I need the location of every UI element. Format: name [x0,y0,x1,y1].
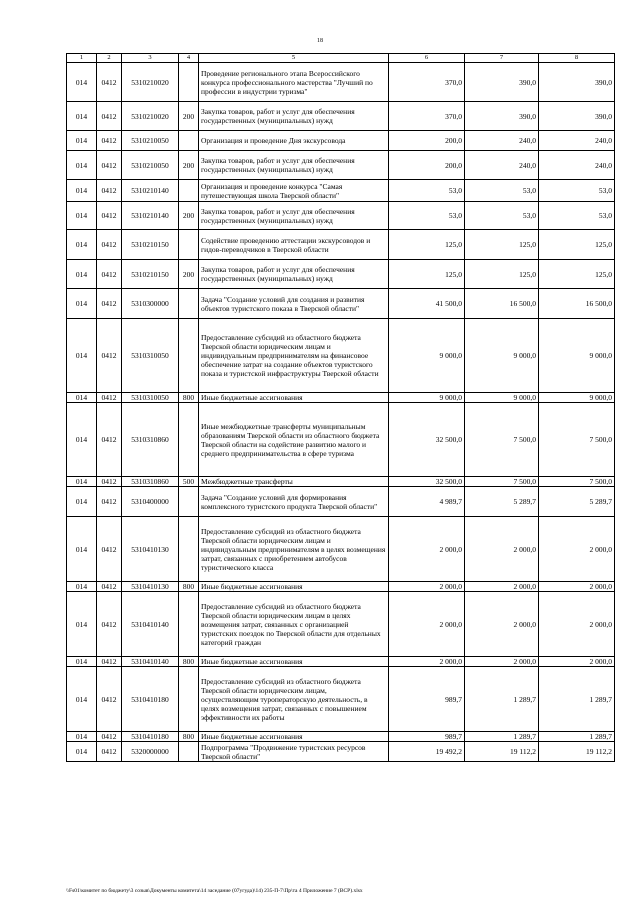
description-cell: Иные бюджетные ассигнования [199,657,389,667]
section-code-cell: 0412 [97,230,122,260]
budget-table [66,53,615,762]
amount-cell-year2: 19 112,2 [465,742,539,762]
description-cell: Задача "Создание условий для формирования комплексного туристского продукта Тверской области" [199,487,389,517]
ministry-code-cell: 014 [67,592,97,657]
amount-cell-year2: 7 500,0 [465,477,539,487]
target-article-cell: 5310210150 [122,260,179,289]
amount-cell-year2: 5 289,7 [465,487,539,517]
target-article-cell: 5310410140 [122,592,179,657]
section-code-cell: 0412 [97,582,122,592]
description-cell: Межбюджетные трансферты [199,477,389,487]
amount-cell-year1: 32 500,0 [389,403,465,477]
description-cell: Организация и проведение Дня экскурсовода [199,131,389,151]
amount-cell-year3: 7 500,0 [539,477,615,487]
amount-cell-year1: 2 000,0 [389,657,465,667]
section-code-cell: 0412 [97,63,122,102]
column-number: 6 [389,54,465,63]
amount-cell-year3: 53,0 [539,180,615,202]
expense-type-cell [179,487,199,517]
table-row [67,403,615,477]
column-number: 8 [539,54,615,63]
amount-cell-year3: 240,0 [539,131,615,151]
amount-cell-year3: 9 000,0 [539,319,615,393]
amount-cell-year1: 989,7 [389,732,465,742]
ministry-code-cell: 014 [67,393,97,403]
expense-type-cell: 200 [179,260,199,289]
expense-type-cell: 800 [179,732,199,742]
table-row [67,289,615,319]
amount-cell-year3: 7 500,0 [539,403,615,477]
amount-cell-year1: 4 989,7 [389,487,465,517]
amount-cell-year3: 2 000,0 [539,592,615,657]
description-cell: Иные бюджетные ассигнования [199,732,389,742]
section-code-cell: 0412 [97,319,122,393]
table-row [67,260,615,289]
expense-type-cell [179,289,199,319]
section-code-cell: 0412 [97,517,122,582]
target-article-cell: 5310210050 [122,131,179,151]
description-cell: Проведение регионального этапа Всероссийского конкурса профессионального мастерства "Лучший по профессии в индустрии туризма" [199,63,389,102]
amount-cell-year1: 989,7 [389,667,465,732]
table-row [67,582,615,592]
section-code-cell: 0412 [97,667,122,732]
target-article-cell: 5310300000 [122,289,179,319]
amount-cell-year1: 32 500,0 [389,477,465,487]
section-code-cell: 0412 [97,742,122,762]
section-code-cell: 0412 [97,102,122,131]
expense-type-cell [179,131,199,151]
amount-cell-year1: 200,0 [389,151,465,180]
ministry-code-cell: 014 [67,260,97,289]
expense-type-cell [179,517,199,582]
column-number: 1 [67,54,97,63]
amount-cell-year2: 390,0 [465,102,539,131]
description-cell: Иные межбюджетные трансферты муниципальным образованиям Тверской области из областного бюджета Тверской области на содействие развитию малого и среднего предпринимательства в сфере туризма [199,403,389,477]
table-row [67,151,615,180]
table-row [67,230,615,260]
ministry-code-cell: 014 [67,477,97,487]
amount-cell-year2: 53,0 [465,202,539,230]
file-path-footer: \\Fs01\комитет по бюджету\3 созыв\Документы комитета\14 заседание (07угуда)\14) 235-П-7\Пр\та 4 Приложение 7 (ВСР).xlsx [66,888,363,894]
ministry-code-cell: 014 [67,487,97,517]
target-article-cell: 5310410130 [122,517,179,582]
section-code-cell: 0412 [97,180,122,202]
description-cell: Закупка товаров, работ и услуг для обеспечения государственных (муниципальных) нужд [199,151,389,180]
amount-cell-year1: 53,0 [389,202,465,230]
column-number: 7 [465,54,539,63]
amount-cell-year2: 9 000,0 [465,393,539,403]
amount-cell-year2: 2 000,0 [465,592,539,657]
amount-cell-year1: 2 000,0 [389,582,465,592]
table-row [67,131,615,151]
amount-cell-year2: 125,0 [465,230,539,260]
target-article-cell: 5310210150 [122,230,179,260]
amount-cell-year3: 390,0 [539,102,615,131]
target-article-cell: 5310410180 [122,732,179,742]
amount-cell-year2: 1 289,7 [465,732,539,742]
description-cell: Закупка товаров, работ и услуг для обеспечения государственных (муниципальных) нужд [199,102,389,131]
amount-cell-year2: 9 000,0 [465,319,539,393]
target-article-cell: 5310310860 [122,403,179,477]
description-cell: Предоставление субсидий из областного бюджета Тверской области юридическим лицам и индивидуальным предпринимателям в целях возмещения затрат, связанных с приобретением автобусов туристического класса [199,517,389,582]
target-article-cell: 5310310860 [122,477,179,487]
ministry-code-cell: 014 [67,63,97,102]
description-cell: Подпрограмма "Продвижение туристских ресурсов Тверской области" [199,742,389,762]
column-number: 5 [199,54,389,63]
table-row [67,180,615,202]
table-row [67,657,615,667]
ministry-code-cell: 014 [67,657,97,667]
amount-cell-year1: 2 000,0 [389,592,465,657]
section-code-cell: 0412 [97,393,122,403]
ministry-code-cell: 014 [67,667,97,732]
ministry-code-cell: 014 [67,517,97,582]
table-row [67,742,615,762]
amount-cell-year3: 2 000,0 [539,582,615,592]
target-article-cell: 5310210020 [122,102,179,131]
expense-type-cell: 200 [179,102,199,131]
ministry-code-cell: 014 [67,582,97,592]
ministry-code-cell: 014 [67,289,97,319]
amount-cell-year2: 240,0 [465,131,539,151]
expense-type-cell [179,230,199,260]
ministry-code-cell: 014 [67,732,97,742]
column-number: 3 [122,54,179,63]
ministry-code-cell: 014 [67,742,97,762]
ministry-code-cell: 014 [67,230,97,260]
section-code-cell: 0412 [97,260,122,289]
amount-cell-year1: 370,0 [389,63,465,102]
expense-type-cell [179,180,199,202]
target-article-cell: 5310310050 [122,319,179,393]
amount-cell-year2: 16 500,0 [465,289,539,319]
target-article-cell: 5320000000 [122,742,179,762]
section-code-cell: 0412 [97,732,122,742]
expense-type-cell: 500 [179,477,199,487]
target-article-cell: 5310410140 [122,657,179,667]
target-article-cell: 5310210020 [122,63,179,102]
amount-cell-year3: 390,0 [539,63,615,102]
amount-cell-year1: 200,0 [389,131,465,151]
amount-cell-year3: 2 000,0 [539,657,615,667]
amount-cell-year3: 1 289,7 [539,732,615,742]
amount-cell-year3: 125,0 [539,230,615,260]
target-article-cell: 5310400000 [122,487,179,517]
ministry-code-cell: 014 [67,319,97,393]
expense-type-cell: 800 [179,657,199,667]
column-number-row [67,54,615,63]
amount-cell-year3: 9 000,0 [539,393,615,403]
amount-cell-year3: 1 289,7 [539,667,615,732]
table-row [67,102,615,131]
ministry-code-cell: 014 [67,151,97,180]
amount-cell-year2: 2 000,0 [465,582,539,592]
section-code-cell: 0412 [97,202,122,230]
amount-cell-year1: 125,0 [389,230,465,260]
column-number: 4 [179,54,199,63]
amount-cell-year3: 16 500,0 [539,289,615,319]
amount-cell-year1: 19 492,2 [389,742,465,762]
expense-type-cell: 200 [179,202,199,230]
expense-type-cell [179,403,199,477]
expense-type-cell [179,667,199,732]
amount-cell-year2: 125,0 [465,260,539,289]
expense-type-cell: 200 [179,151,199,180]
expense-type-cell [179,592,199,657]
description-cell: Иные бюджетные ассигнования [199,393,389,403]
target-article-cell: 5310410130 [122,582,179,592]
expense-type-cell [179,319,199,393]
ministry-code-cell: 014 [67,102,97,131]
expense-type-cell: 800 [179,582,199,592]
section-code-cell: 0412 [97,657,122,667]
table-row [67,393,615,403]
amount-cell-year2: 7 500,0 [465,403,539,477]
table-row [67,319,615,393]
target-article-cell: 5310410180 [122,667,179,732]
amount-cell-year3: 125,0 [539,260,615,289]
amount-cell-year2: 240,0 [465,151,539,180]
target-article-cell: 5310210140 [122,180,179,202]
description-cell: Закупка товаров, работ и услуг для обеспечения государственных (муниципальных) нужд [199,202,389,230]
expense-type-cell [179,63,199,102]
amount-cell-year1: 41 500,0 [389,289,465,319]
description-cell: Организация и проведение конкурса "Самая путешествующая школа Тверской области" [199,180,389,202]
table-row [67,517,615,582]
table-row [67,202,615,230]
amount-cell-year1: 370,0 [389,102,465,131]
amount-cell-year2: 2 000,0 [465,517,539,582]
table-row [67,477,615,487]
amount-cell-year2: 53,0 [465,180,539,202]
target-article-cell: 5310310050 [122,393,179,403]
page-number: 18 [317,38,323,44]
description-cell: Иные бюджетные ассигнования [199,582,389,592]
amount-cell-year3: 240,0 [539,151,615,180]
amount-cell-year2: 390,0 [465,63,539,102]
table-row [67,63,615,102]
amount-cell-year1: 9 000,0 [389,393,465,403]
section-code-cell: 0412 [97,403,122,477]
section-code-cell: 0412 [97,477,122,487]
amount-cell-year1: 53,0 [389,180,465,202]
expense-type-cell: 800 [179,393,199,403]
section-code-cell: 0412 [97,487,122,517]
description-cell: Предоставление субсидий из областного бюджета Тверской области юридическим лицам, осуществляющим туроператорскую деятельность, в целях возмещения затрат, связанных с повышением эффективности их работы [199,667,389,732]
amount-cell-year2: 2 000,0 [465,657,539,667]
description-cell: Закупка товаров, работ и услуг для обеспечения государственных (муниципальных) нужд [199,260,389,289]
amount-cell-year3: 53,0 [539,202,615,230]
section-code-cell: 0412 [97,289,122,319]
ministry-code-cell: 014 [67,202,97,230]
amount-cell-year1: 125,0 [389,260,465,289]
description-cell: Предоставление субсидий из областного бюджета Тверской области юридическим лицам и индивидуальным предпринимателям на финансовое обеспечение затрат на создание объектов туристского показа и туристской инфраструктуры Тверской области [199,319,389,393]
description-cell: Содействие проведению аттестации экскурсоводов и гидов-переводчиков в Тверской области [199,230,389,260]
section-code-cell: 0412 [97,151,122,180]
table-row [67,667,615,732]
description-cell: Предоставление субсидий из областного бюджета Тверской области юридическим лицам в целях возмещения затрат, связанных с организацией туристских поездок по Тверской области для отдельных категорий граждан [199,592,389,657]
amount-cell-year3: 19 112,2 [539,742,615,762]
table-row [67,487,615,517]
section-code-cell: 0412 [97,131,122,151]
amount-cell-year1: 2 000,0 [389,517,465,582]
table-row [67,732,615,742]
column-number: 2 [97,54,122,63]
amount-cell-year2: 1 289,7 [465,667,539,732]
target-article-cell: 5310210140 [122,202,179,230]
expense-type-cell [179,742,199,762]
description-cell: Задача "Создание условий для создания и развития объектов туристского показа в Тверской области" [199,289,389,319]
amount-cell-year3: 2 000,0 [539,517,615,582]
amount-cell-year3: 5 289,7 [539,487,615,517]
target-article-cell: 5310210050 [122,151,179,180]
ministry-code-cell: 014 [67,403,97,477]
ministry-code-cell: 014 [67,131,97,151]
table-row [67,592,615,657]
amount-cell-year1: 9 000,0 [389,319,465,393]
ministry-code-cell: 014 [67,180,97,202]
section-code-cell: 0412 [97,592,122,657]
